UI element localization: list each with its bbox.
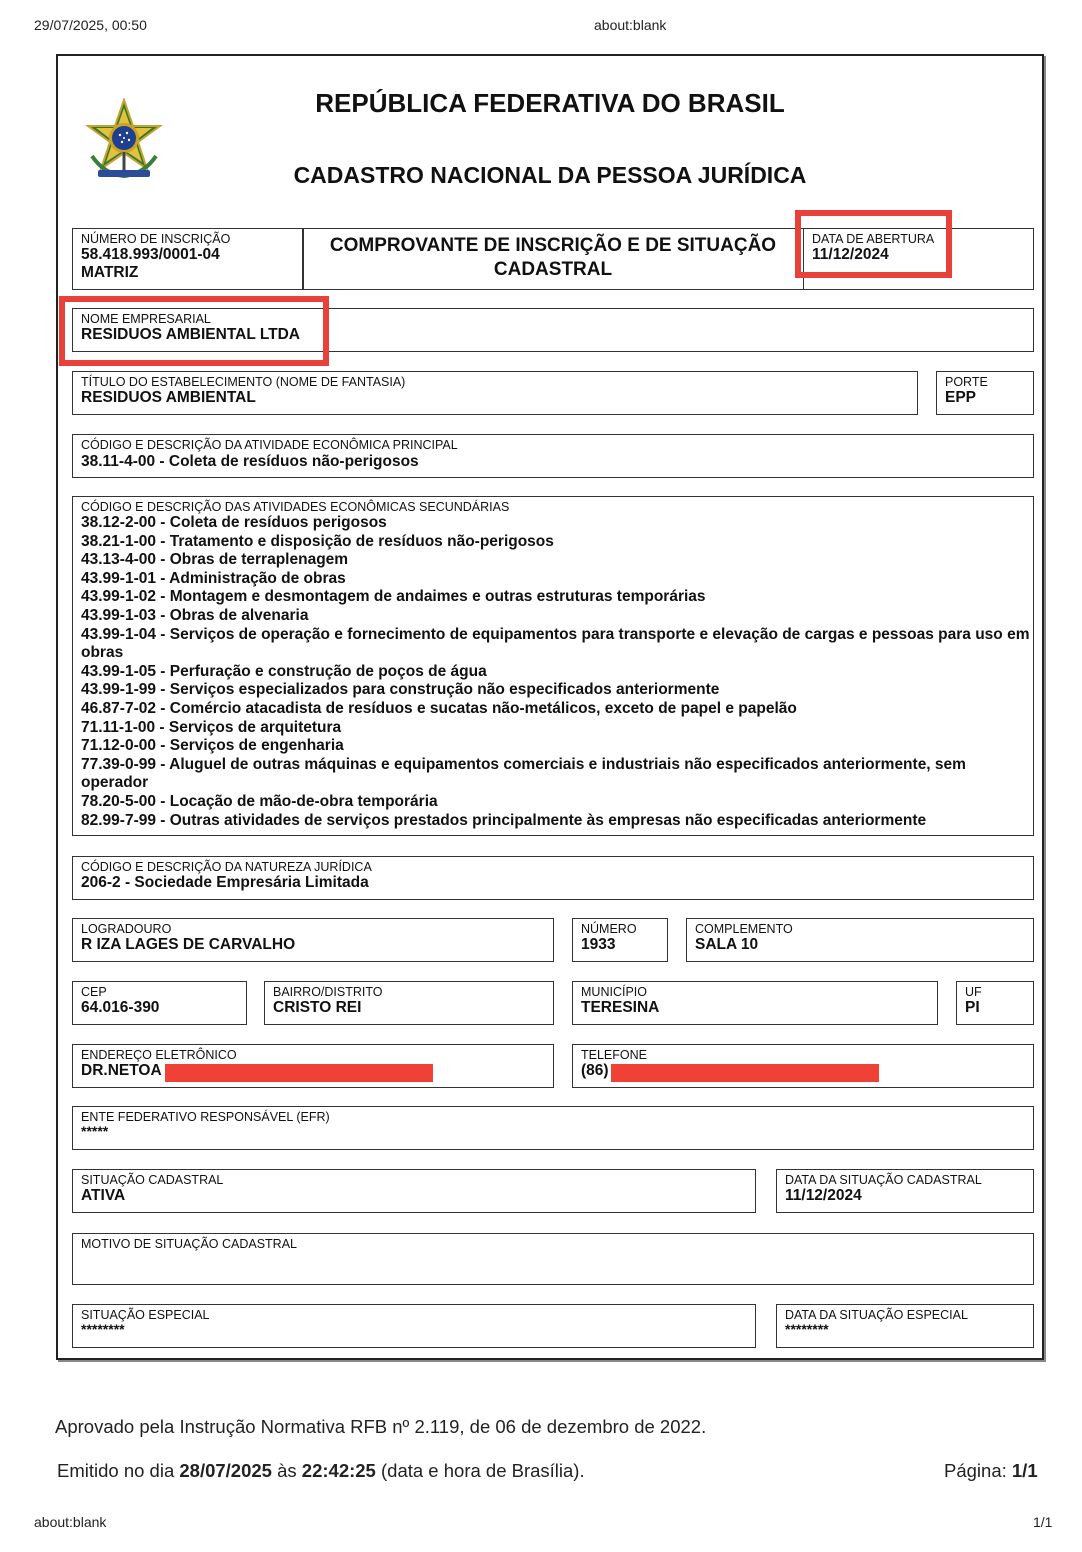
motivo-box xyxy=(72,1233,1034,1285)
situacao-box xyxy=(72,1169,756,1213)
page-value: 1/1 xyxy=(1011,1460,1038,1481)
telefone-box xyxy=(572,1044,1034,1088)
secondary-activity: 43.99-1-99 - Serviços especializados para construção não especificados anteriormente xyxy=(81,681,720,699)
situacao-label: SITUAÇÃO CADASTRAL xyxy=(81,1173,224,1187)
secondary-activity: 43.99-1-04 - Serviços de operação e fornecimento de equipamentos para transporte e elevação de cargas e pessoas para uso em obras xyxy=(81,625,1030,662)
emission-prefix: Emitido no dia xyxy=(57,1460,175,1481)
emission-note xyxy=(57,1460,585,1482)
uf-label: UF xyxy=(965,985,982,999)
nome-empresarial-highlight xyxy=(59,296,329,366)
email-value: DR.NETOA xyxy=(81,1062,162,1079)
atividades-secundarias-label: CÓDIGO E DESCRIÇÃO DAS ATIVIDADES ECONÔMICAS SECUNDÁRIAS xyxy=(81,500,510,514)
telefone-value: (86) xyxy=(581,1062,609,1079)
inscricao-number: 58.418.993/0001-04 xyxy=(81,246,220,263)
logradouro-value: R IZA LAGES DE CARVALHO xyxy=(81,936,296,953)
document-frame xyxy=(56,54,1044,1360)
cadastro-title: CADASTRO NACIONAL DA PESSOA JURÍDICA xyxy=(293,162,807,188)
secondary-activity: 82.99-7-99 - Outras atividades de serviços prestados principalmente às empresas não especificadas anteriormente xyxy=(81,811,927,829)
page-indicator xyxy=(944,1460,1038,1482)
titulo-value: RESIDUOS AMBIENTAL xyxy=(81,389,256,406)
cep-box xyxy=(72,981,247,1025)
uf-value: PI xyxy=(965,999,980,1016)
atividade-principal-label: CÓDIGO E DESCRIÇÃO DA ATIVIDADE ECONÔMICA PRINCIPAL xyxy=(81,438,458,452)
data-situacao-especial-value: ******** xyxy=(785,1321,829,1337)
email-box xyxy=(72,1044,554,1088)
data-situacao-box xyxy=(776,1169,1034,1213)
print-footer-url: about:blank xyxy=(34,1514,107,1530)
uf-box xyxy=(956,981,1034,1025)
page-label: Página: xyxy=(944,1460,1007,1481)
abertura-highlight xyxy=(795,210,952,278)
numero-value: 1933 xyxy=(581,936,616,953)
numero-box xyxy=(572,918,668,962)
situacao-especial-label: SITUAÇÃO ESPECIAL xyxy=(81,1308,210,1322)
logradouro-label: LOGRADOURO xyxy=(81,922,172,936)
situacao-value: ATIVA xyxy=(81,1187,126,1204)
secondary-activity: 38.21-1-00 - Tratamento e disposição de resíduos não-perigosos xyxy=(81,532,554,550)
abertura-value: 11/12/2024 xyxy=(812,246,889,263)
secondary-activity: 43.13-4-00 - Obras de terraplenagem xyxy=(81,551,349,569)
print-datetime: 29/07/2025, 00:50 xyxy=(34,17,147,33)
efr-box xyxy=(72,1106,1034,1150)
comprovante-line2: CADASTRAL xyxy=(493,259,613,280)
situacao-especial-box xyxy=(72,1304,756,1348)
comprovante-line1: COMPROVANTE DE INSCRIÇÃO E DE SITUAÇÃO xyxy=(329,235,777,256)
secondary-activity: 43.99-1-03 - Obras de alvenaria xyxy=(81,606,309,624)
atividade-principal-value: 38.11-4-00 - Coleta de resíduos não-perigosos xyxy=(81,453,419,470)
data-situacao-value: 11/12/2024 xyxy=(785,1187,862,1204)
secondary-activity: 71.12-0-00 - Serviços de engenharia xyxy=(81,737,344,755)
logradouro-box xyxy=(72,918,554,962)
print-footer-page: 1/1 xyxy=(1033,1514,1053,1530)
secondary-activity: 43.99-1-05 - Perfuração e construção de poços de água xyxy=(81,662,487,680)
municipio-box xyxy=(572,981,938,1025)
porte-box xyxy=(936,371,1034,415)
abertura-label: DATA DE ABERTURA xyxy=(812,232,935,246)
atividade-principal-box xyxy=(72,434,1034,478)
telefone-redaction xyxy=(611,1064,879,1082)
email-label: ENDEREÇO ELETRÔNICO xyxy=(81,1048,237,1062)
comprovante-box xyxy=(302,228,804,290)
municipio-value: TERESINA xyxy=(581,999,660,1016)
emission-time: 22:42:25 xyxy=(301,1460,376,1481)
situacao-especial-value: ******** xyxy=(81,1321,125,1337)
secondary-activity: 77.39-0-99 - Aluguel de outras máquinas e equipamentos comerciais e industriais não especificados anteriormente, sem operador xyxy=(81,755,966,792)
inscricao-box xyxy=(72,228,304,290)
emission-mid: às xyxy=(277,1460,297,1481)
titulo-label: TÍTULO DO ESTABELECIMENTO (NOME DE FANTASIA) xyxy=(81,375,406,389)
republic-title: REPÚBLICA FEDERATIVA DO BRASIL xyxy=(315,88,785,118)
emission-date: 28/07/2025 xyxy=(179,1460,272,1481)
emission-suffix: (data e hora de Brasília). xyxy=(381,1460,585,1481)
secondary-activity: 71.11-1-00 - Serviços de arquitetura xyxy=(81,718,342,736)
efr-label: ENTE FEDERATIVO RESPONSÁVEL (EFR) xyxy=(81,1110,330,1124)
data-situacao-label: DATA DA SITUAÇÃO CADASTRAL xyxy=(785,1173,982,1187)
nome-empresarial-label: NOME EMPRESARIAL xyxy=(81,312,211,326)
complemento-label: COMPLEMENTO xyxy=(695,922,793,936)
nome-empresarial-value: RESIDUOS AMBIENTAL LTDA xyxy=(81,326,301,343)
approval-note: Aprovado pela Instrução Normativa RFB nº 2.119, de 06 de dezembro de 2022. xyxy=(55,1416,707,1437)
natureza-value: 206-2 - Sociedade Empresária Limitada xyxy=(81,874,369,891)
cep-label: CEP xyxy=(81,985,107,999)
natureza-box xyxy=(72,856,1034,900)
secondary-activity: 43.99-1-02 - Montagem e desmontagem de andaimes e outras estruturas temporárias xyxy=(81,588,706,606)
numero-label: NÚMERO xyxy=(581,922,637,936)
inscricao-label: NÚMERO DE INSCRIÇÃO xyxy=(81,232,231,246)
complemento-box xyxy=(686,918,1034,962)
bairro-label: BAIRRO/DISTRITO xyxy=(273,985,383,999)
motivo-label: MOTIVO DE SITUAÇÃO CADASTRAL xyxy=(81,1237,298,1251)
telefone-label: TELEFONE xyxy=(581,1048,647,1062)
secondary-activity: 78.20-5-00 - Locação de mão-de-obra temporária xyxy=(81,792,438,810)
municipio-label: MUNICÍPIO xyxy=(581,985,647,999)
bairro-value: CRISTO REI xyxy=(273,999,362,1016)
secondary-activity: 43.99-1-01 - Administração de obras xyxy=(81,569,346,587)
cep-value: 64.016-390 xyxy=(81,999,160,1016)
inscricao-type: MATRIZ xyxy=(81,264,139,281)
secondary-activity: 38.12-2-00 - Coleta de resíduos perigosos xyxy=(81,514,387,531)
titulo-box xyxy=(72,371,918,415)
print-page-title: about:blank xyxy=(594,17,667,33)
data-situacao-especial-label: DATA DA SITUAÇÃO ESPECIAL xyxy=(785,1308,968,1322)
porte-value: EPP xyxy=(945,389,977,406)
porte-label: PORTE xyxy=(945,375,988,389)
natureza-label: CÓDIGO E DESCRIÇÃO DA NATUREZA JURÍDICA xyxy=(81,860,372,874)
data-situacao-especial-box xyxy=(776,1304,1034,1348)
efr-value: ***** xyxy=(81,1123,109,1139)
complemento-value: SALA 10 xyxy=(695,936,759,953)
bairro-box xyxy=(264,981,554,1025)
email-redaction xyxy=(165,1064,433,1082)
secondary-activity: 46.87-7-02 - Comércio atacadista de resíduos e sucatas não-metálicos, exceto de papel e papelão xyxy=(81,699,797,717)
atividades-secundarias-box xyxy=(72,496,1034,836)
